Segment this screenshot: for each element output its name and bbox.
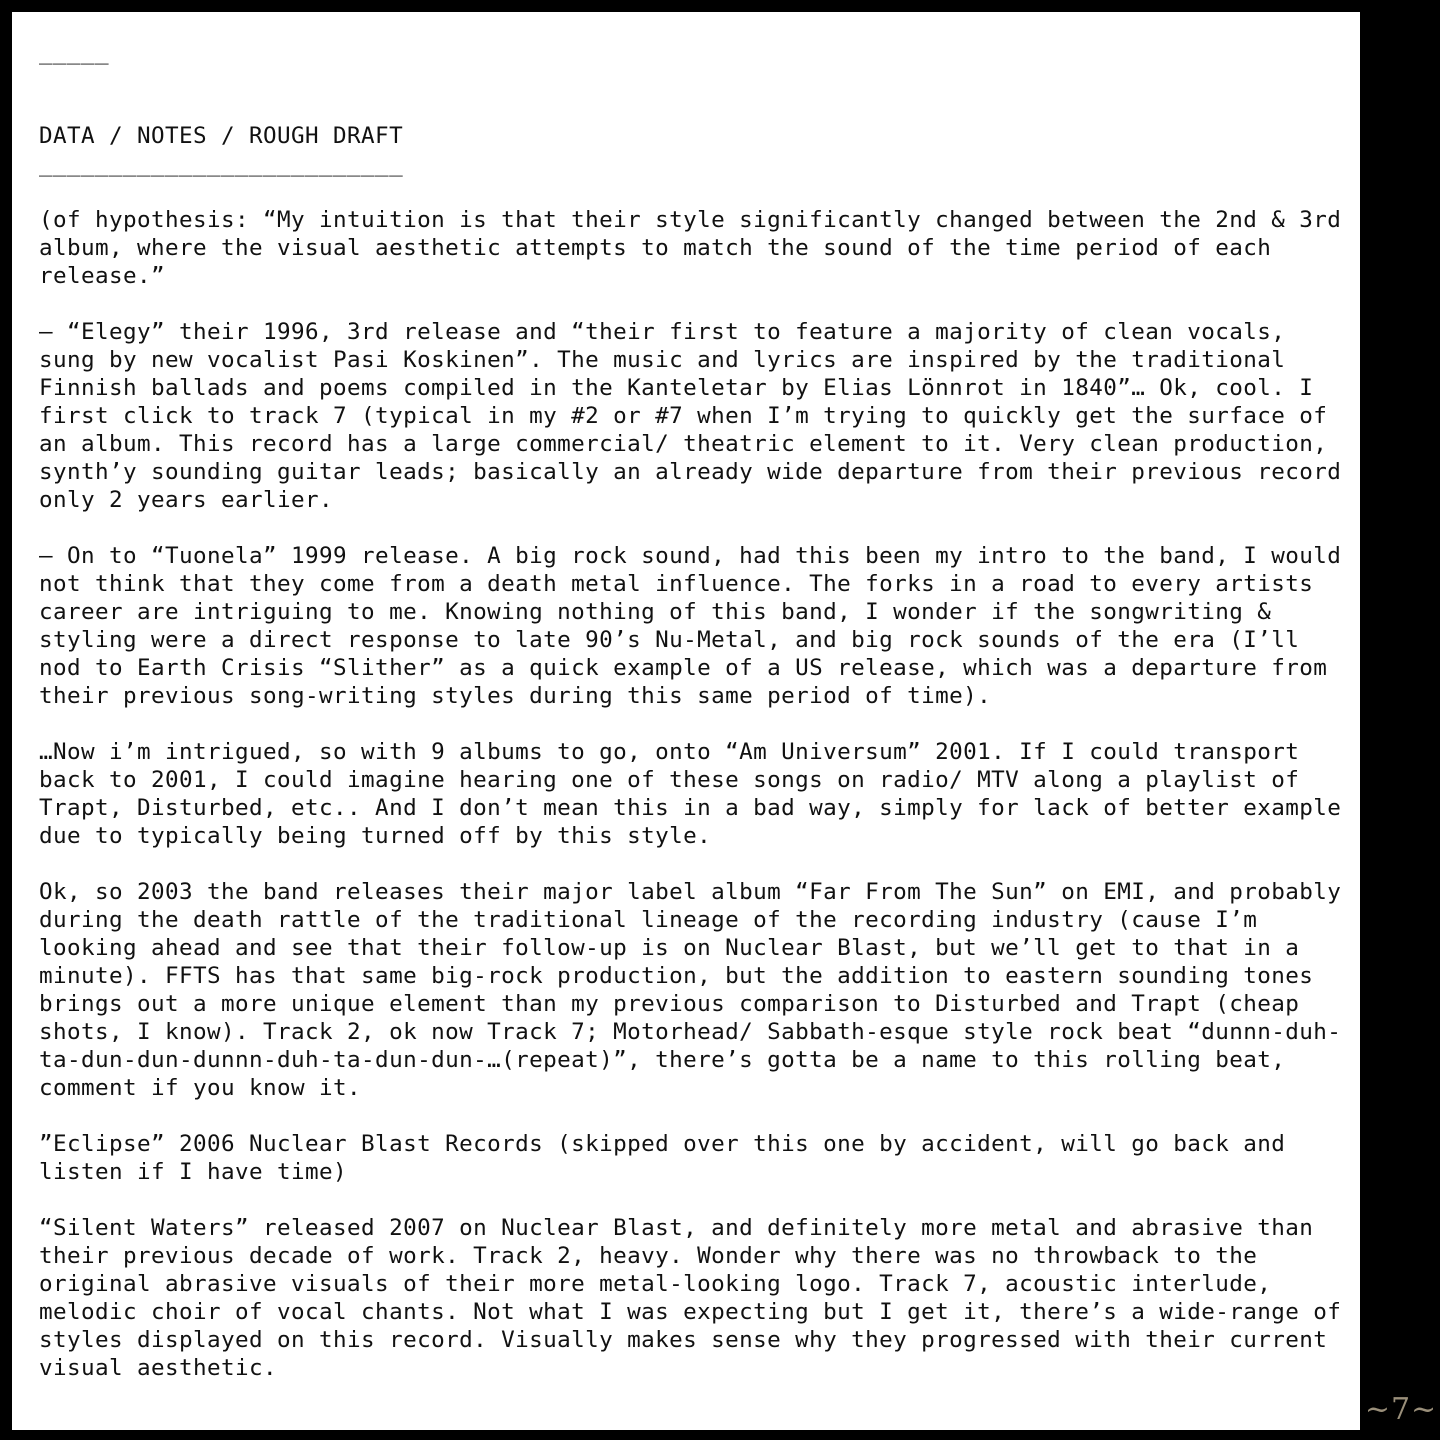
- paragraph-elegy: – “Elegy” their 1996, 3rd release and “their first to feature a majority of clean vocals, sung by new vocalist Pasi Koskinen”. The music and lyrics are inspired by the traditional Finnish ballads and poems compiled in the Kanteletar by Elias Lönnrot in 1840”… Ok, cool. I first click to track 7 (typical in my #2 or #7 when I’m trying to quickly get the surface of an album. This record has a large commercial/ theatric element to it. Very clean production, synth’y sounding guitar leads; basically an already wide departure from their previous record only 2 years earlier.: [39, 319, 1356, 513]
- paragraph-silent-waters: “Silent Waters” released 2007 on Nuclear Blast, and definitely more metal and abrasive than their previous decade of work. Track 2, heavy. Wonder why there was no throwback to the original abrasive visuals of their more metal-looking logo. Track 7, acoustic interlude, melodic choir of vocal chants. Not what I was expecting but I get it, there’s a wide-range of styles displayed on this record. Visually makes sense why they progressed with their current visual aesthetic.: [39, 1215, 1356, 1381]
- paragraph-eclipse: ”Eclipse” 2006 Nuclear Blast Records (skipped over this one by accident, will go back and listen if I have time): [39, 1131, 1300, 1185]
- paragraph-am-universum: …Now i’m intrigued, so with 9 albums to go, onto “Am Universum” 2001. If I could transport back to 2001, I could imagine hearing one of these songs on radio/ MTV along a playlist of Trapt, Disturbed, etc.. And I don’t mean this in a bad way, simply for lack of better example due to typically being turned off by this style.: [39, 739, 1356, 849]
- paper-sheet: [12, 12, 1360, 1430]
- title-underline: __________________________: [39, 151, 404, 177]
- paragraph-tuonela: – On to “Tuonela” 1999 release. A big rock sound, had this been my intro to the band, I would not think that they come from a death metal influence. The forks in a road to every artists career are intriguing to me. Knowing nothing of this band, I wonder if the songwriting & styling were a direct response to late 90’s Nu-Metal, and big rock sounds of the era (I’ll nod to Earth Crisis “Slither” as a quick example of a US release, which was a departure from their previous song-writing styles during this same period of time).: [39, 543, 1356, 709]
- top-rule: _____: [39, 39, 110, 65]
- page-title: DATA / NOTES / ROUGH DRAFT: [39, 123, 404, 149]
- paragraph-hypothesis: (of hypothesis: “My intuition is that their style significantly changed between the 2nd & 3rd album, where the visual aesthetic attempts to match the sound of the time period of each release.”: [39, 207, 1356, 289]
- document-body: [39, 38, 1356, 1382]
- page-number: ~7~: [1364, 1392, 1438, 1427]
- paragraph-far-from-the-sun: Ok, so 2003 the band releases their major label album “Far From The Sun” on EMI, and probably during the death rattle of the traditional lineage of the recording industry (cause I’m looking ahead and see that their follow-up is on Nuclear Blast, but we’ll get to that in a minute). FFTS has that same big-rock production, but the addition to eastern sounding tones brings out a more unique element than my previous comparison to Disturbed and Trapt (cheap shots, I know). Track 2, ok now Track 7; Motorhead/ Sabbath-esque style rock beat “dunnn-duh-ta-dun-dun-dunnn-duh-ta-dun-dun-…(repeat)”, there’s gotta be a name to this rolling beat, comment if you know it.: [39, 879, 1356, 1101]
